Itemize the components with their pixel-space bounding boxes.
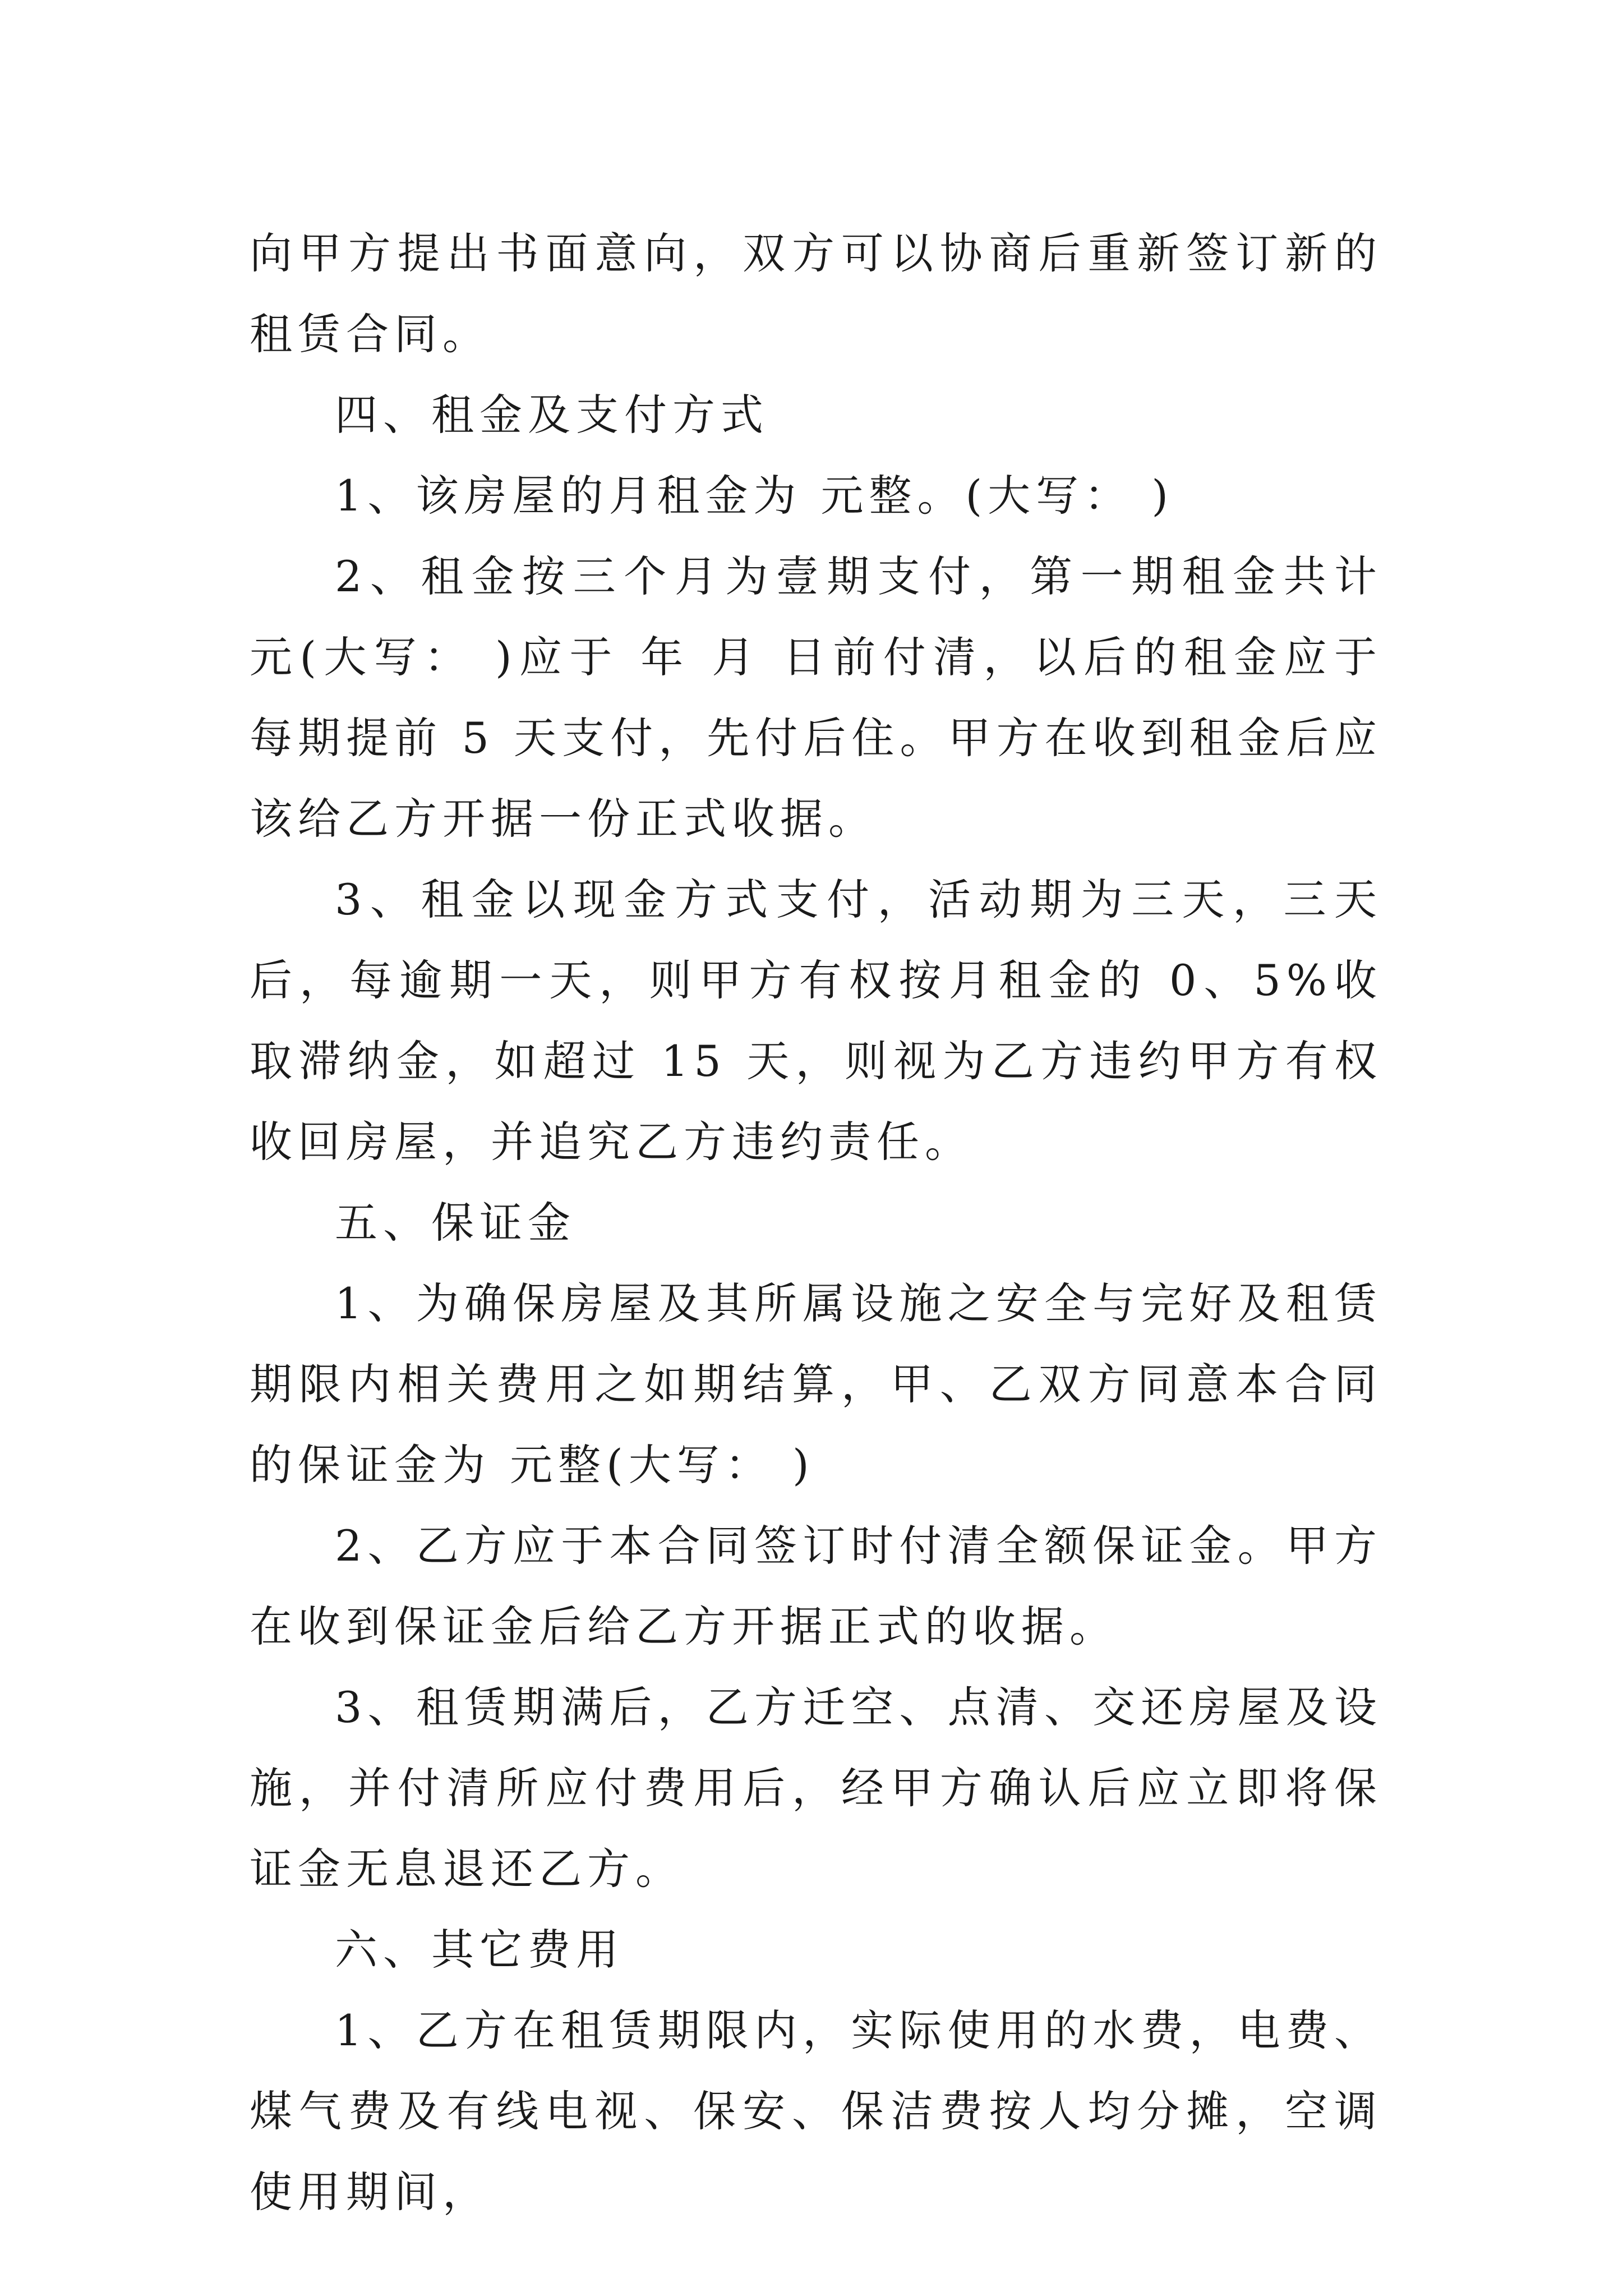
document-body: [250, 213, 1382, 2233]
clause-monthly-rent: 1、该房屋的月租金为 元整。(大写： ): [335, 471, 1174, 521]
clause-deposit-refund: 3、租赁期满后，乙方迁空、点清、交还房屋及设施，并付清所应付费用后，经甲方确认后应立即将保证金无息退还乙方。: [250, 1682, 1382, 1894]
section-heading-deposit: 五、保证金: [335, 1198, 576, 1248]
clause-utility-fees: 1、乙方在租赁期限内，实际使用的水费，电费、煤气费及有线电视、保安、保洁费按人均分摊，空调使用期间，: [250, 2005, 1382, 2217]
section-heading-rent-payment: 四、租金及支付方式: [335, 390, 769, 440]
clause-deposit-amount: 1、为确保房屋及其所属设施之安全与完好及租赁期限内相关费用之如期结算，甲、乙双方同意本合同的保证金为 元整(大写： ): [250, 1278, 1382, 1490]
section-heading-other-fees: 六、其它费用: [335, 1925, 624, 1975]
paragraph-continuation: 向甲方提出书面意向，双方可以协商后重新签订新的租赁合同。: [250, 228, 1382, 359]
clause-payment-schedule: 2、租金按三个月为壹期支付，第一期租金共计 元(大写： )应于 年 月 日前付清，以后的租金应于每期提前 5 天支付，先付后住。甲方在收到租金后应该给乙方开据一份正式收据。: [250, 551, 1382, 844]
clause-late-fee: 3、租金以现金方式支付，活动期为三天，三天后，每逾期一天，则甲方有权按月租金的 0、5%收取滞纳金，如超过 15 天，则视为乙方违约甲方有权收回房屋，并追究乙方违约责任。: [250, 875, 1382, 1167]
clause-deposit-payment: 2、乙方应于本合同签订时付清全额保证金。甲方在收到保证金后给乙方开据正式的收据。: [250, 1521, 1382, 1651]
